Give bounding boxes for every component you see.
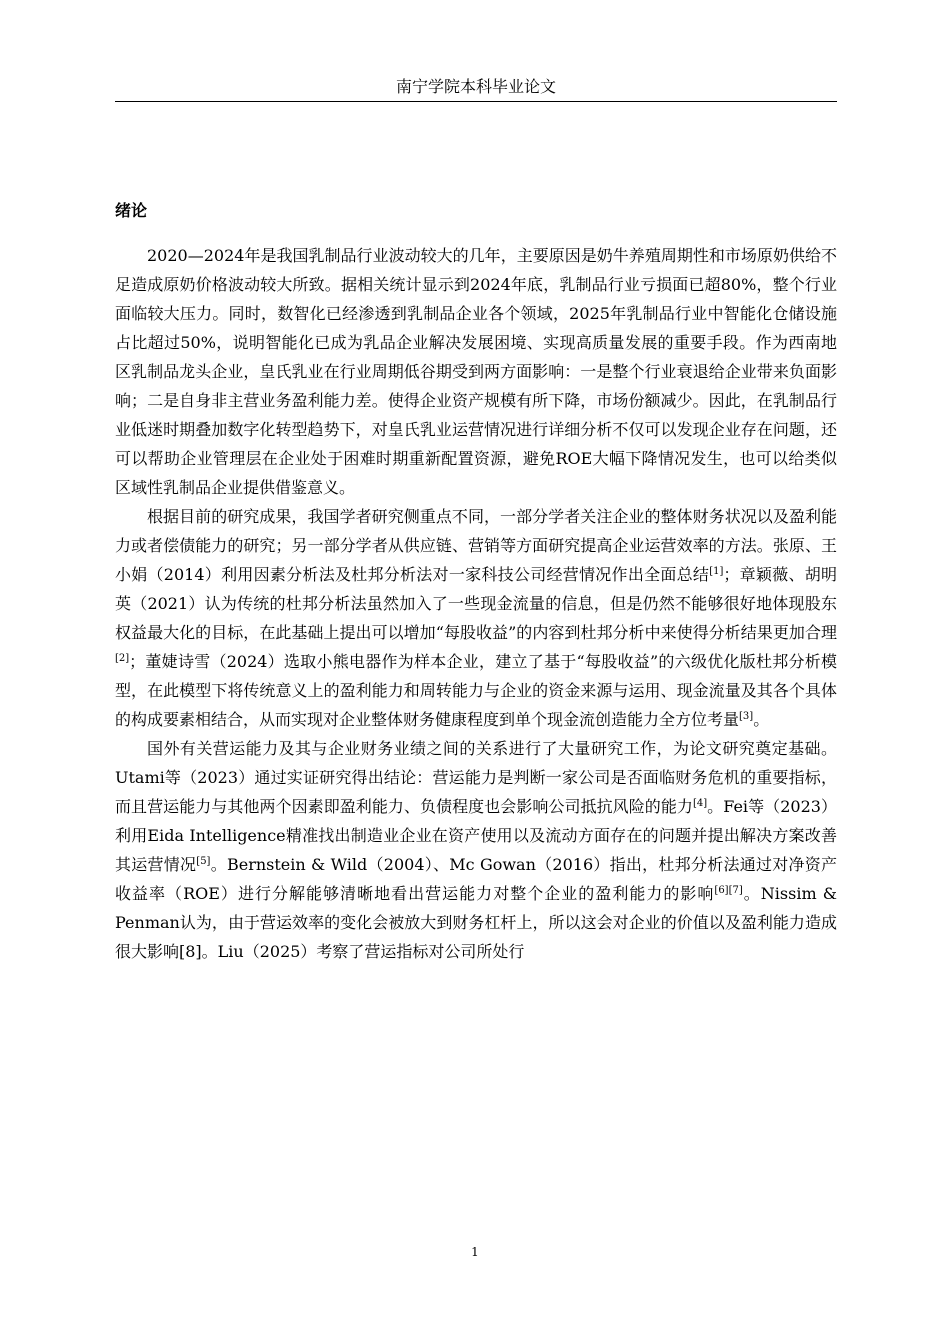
header-rule bbox=[115, 101, 837, 102]
paragraph-text: ；章颖薇、胡明英（2021）认为传统的杜邦分析法虽然加入了一些现金流量的信息，但是仍然不能够很好地体现股东权益最大化的目标，在此基础上提出可以增加“每股收益”的内容到杜邦分析中来使得分析结果更加合理 bbox=[115, 565, 837, 642]
paragraph-2 bbox=[115, 502, 837, 734]
paragraph-text: 。 bbox=[753, 710, 770, 729]
citation-marker: [6][7] bbox=[714, 885, 743, 896]
paragraph-text: 根据目前的研究成果，我国学者研究侧重点不同，一部分学者关注企业的整体财务状况以及盈利能力或者偿债能力的研究；另一部分学者从供应链、营销等方面研究提高企业运营效率的方法。张原、王小娟（2014）利用因素分析法及杜邦分析法对一家科技公司经营情况作出全面总结 bbox=[115, 507, 837, 584]
paragraph-text: 。Nissim & Penman认为，由于营运效率的变化会被放大到财务杠杆上，所以这会对企业的价值以及盈利能力造成很大影响[8]。Liu（2025）考察了营运指标对公司所处行 bbox=[115, 884, 837, 961]
citation-marker: [5] bbox=[196, 856, 211, 867]
citation-marker: [4] bbox=[692, 798, 708, 809]
paragraph-text: 国外有关营运能力及其与企业财务业绩之间的关系进行了大量研究工作，为论文研究奠定基础。Utami等（2023）通过实证研究得出结论：营运能力是判断一家公司是否面临财务危机的重要指标，而且营运能力与其他两个因素即盈利能力、负债程度也会影响公司抵抗风险的能力 bbox=[115, 739, 837, 816]
body-text bbox=[115, 241, 837, 966]
citation-marker: [3] bbox=[739, 711, 754, 722]
paragraph-1 bbox=[115, 241, 837, 502]
page-number: 1 bbox=[471, 1245, 479, 1259]
paragraph-text: 。Fei等（2023）利用Eida Intelligence精准找出制造业企业在资产使用以及流动方面存在的问题并提出解决方案改善其运营情况 bbox=[115, 797, 837, 874]
paragraph-3 bbox=[115, 734, 837, 966]
paragraph-text: 2020—2024年是我国乳制品行业波动较大的几年，主要原因是奶牛养殖周期性和市场原奶供给不足造成原奶价格波动较大所致。据相关统计显示到2024年底，乳制品行业亏损面已超80%，整个行业面临较大压力。同时，数智化已经渗透到乳制品企业各个领域，2025年乳制品行业中智能化仓储设施占比超过50%，说明智能化已成为乳品企业解决发展困境、实现高质量发展的重要手段。作为西南地区乳制品龙头企业，皇氏乳业在行业周期低谷期受到两方面影响：一是整个行业衰退给企业带来负面影响；二是自身非主营业务盈利能力差。使得企业资产规模有所下降，市场份额减少。因此，在乳制品行业低迷时期叠加数字化转型趋势下，对皇氏乳业运营情况进行详细分析不仅可以发现企业存在问题，还可以帮助企业管理层在企业处于困难时期重新配置资源，避免ROE大幅下降情况发生，也可以给类似区域性乳制品企业提供借鉴意义。 bbox=[115, 246, 837, 497]
running-header: 南宁学院本科毕业论文 bbox=[395, 77, 556, 96]
citation-marker: [2] bbox=[115, 653, 130, 664]
section-heading: 绪论 bbox=[115, 201, 148, 220]
citation-marker: [1] bbox=[709, 566, 724, 577]
paragraph-text: 。Bernstein & Wild（2004）、Mc Gowan（2016）指出，杜邦分析法通过对净资产收益率（ROE）进行分解能够清晰地看出营运能力对整个企业的盈利能力的影响 bbox=[115, 855, 837, 903]
paragraph-text: ；董婕诗雪（2024）选取小熊电器作为样本企业，建立了基于“每股收益”的六级优化版杜邦分析模型，在此模型下将传统意义上的盈利能力和周转能力与企业的资金来源与运用、现金流量及其各个具体的构成要素相结合，从而实现对企业整体财务健康程度到单个现金流创造能力全方位考量 bbox=[115, 652, 837, 729]
